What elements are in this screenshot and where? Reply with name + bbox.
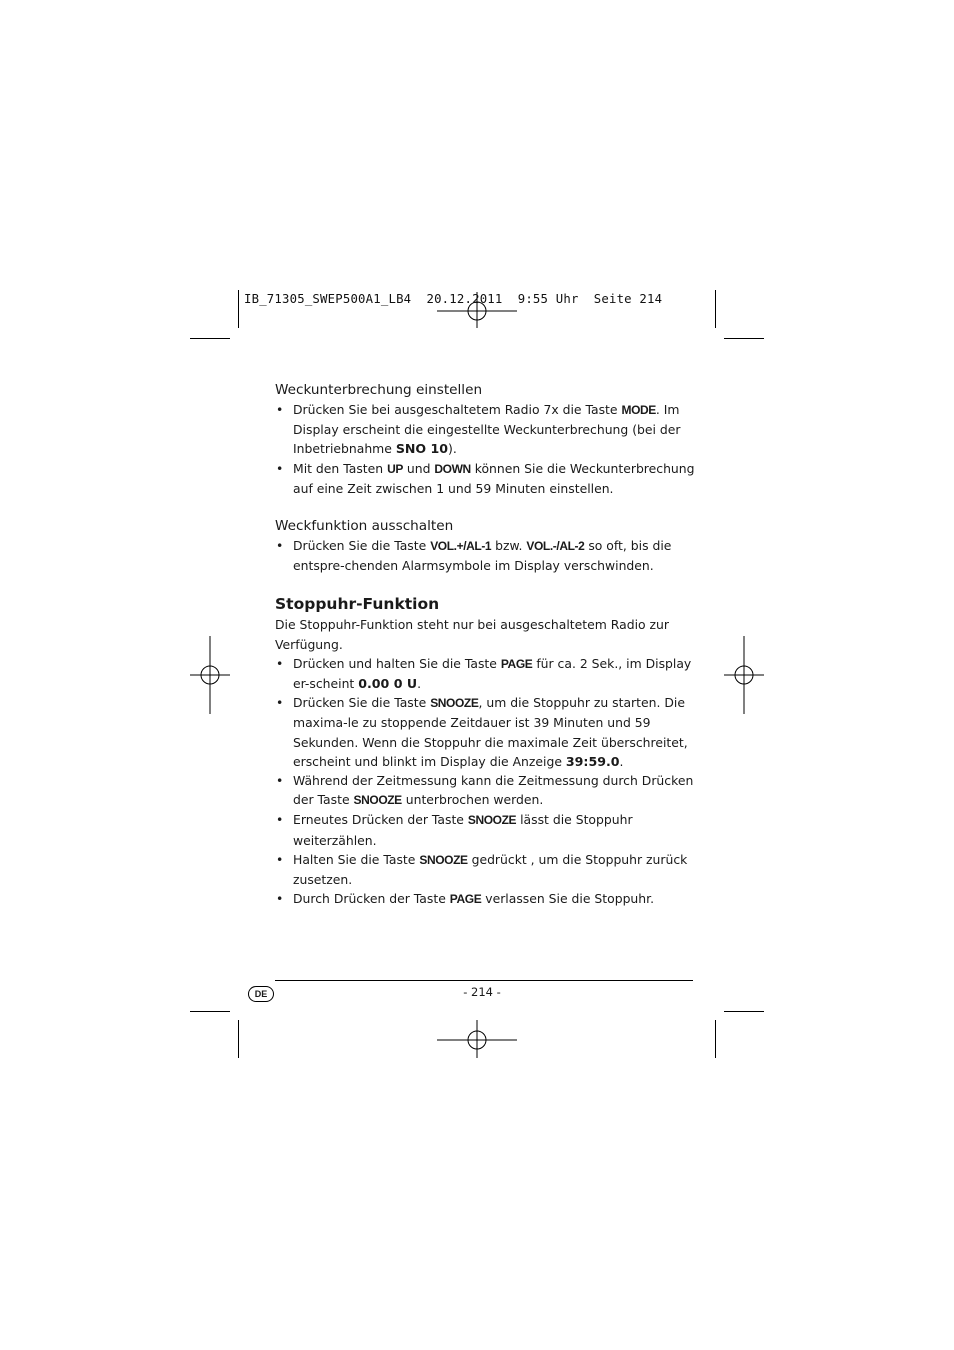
intro-paragraph: Die Stoppuhr-Funktion steht nur bei ausgeschaltetem Radio zur Verfügung. bbox=[275, 617, 669, 652]
crop-mark bbox=[190, 338, 230, 339]
bullet-list bbox=[275, 654, 695, 910]
registration-mark-icon bbox=[190, 636, 230, 714]
crop-mark bbox=[715, 290, 716, 328]
crop-mark bbox=[724, 1011, 764, 1012]
language-badge: DE bbox=[248, 986, 274, 1002]
list-item: • Drücken Sie die Taste SNOOZE, um die Stoppuhr zu starten. Die maxima-le zu stoppende Zeitdauer ist 39 Minuten und 59 Sekunden. Wenn die Stoppuhr die maximale Zeit überschreitet, erscheint und blinkt im Display die Anzeige 39:59.0. bbox=[275, 693, 695, 771]
list-item: • Drücken Sie bei ausgeschaltetem Radio 7x die Taste MODE. Im Display erscheint die eingestellte Weckunterbrechung (bei der Inbetriebnahme SNO 10). bbox=[275, 400, 695, 459]
bullet-list bbox=[275, 536, 695, 575]
section-title: Weckfunktion ausschalten bbox=[275, 518, 454, 535]
section-heading: Stoppuhr-Funktion bbox=[275, 595, 440, 614]
print-slug: IB_71305_SWEP500A1_LB4 20.12.2011 9:55 Uhr Seite 214 bbox=[244, 292, 663, 306]
list-item: • Drücken Sie die Taste VOL.+/AL-1 bzw. VOL.-/AL-2 so oft, bis die entspre-chenden Alarmsymbole im Display verschwinden. bbox=[275, 536, 695, 575]
page-number: - 214 - bbox=[463, 985, 501, 999]
crop-mark bbox=[238, 290, 239, 328]
list-item: • Drücken und halten Sie die Taste PAGE für ca. 2 Sek., im Display er-scheint 0.00 0 U. bbox=[275, 654, 695, 693]
registration-mark-icon bbox=[724, 636, 764, 714]
list-item: • Durch Drücken der Taste PAGE verlassen Sie die Stoppuhr. bbox=[275, 889, 695, 909]
list-item: • Während der Zeitmessung kann die Zeitmessung durch Drücken der Taste SNOOZE unterbrochen werden. bbox=[275, 771, 695, 810]
list-item: • Halten Sie die Taste SNOOZE gedrückt , um die Stoppuhr zurück zusetzen. bbox=[275, 850, 695, 889]
section-title: Weckunterbrechung einstellen bbox=[275, 382, 483, 398]
list-item: • Mit den Tasten UP und DOWN können Sie die Weckunterbrechung auf eine Zeit zwischen 1 und 59 Minuten einstellen. bbox=[275, 459, 695, 498]
page-content bbox=[275, 380, 695, 909]
list-item: • Erneutes Drücken der Taste SNOOZE lässt die Stoppuhr weiterzählen. bbox=[275, 810, 695, 849]
crop-mark bbox=[190, 1011, 230, 1012]
crop-mark bbox=[724, 338, 764, 339]
footer-rule bbox=[275, 980, 693, 981]
crop-mark bbox=[715, 1020, 716, 1058]
bullet-list bbox=[275, 400, 695, 498]
registration-mark-icon bbox=[437, 1020, 517, 1058]
crop-mark bbox=[238, 1020, 239, 1058]
